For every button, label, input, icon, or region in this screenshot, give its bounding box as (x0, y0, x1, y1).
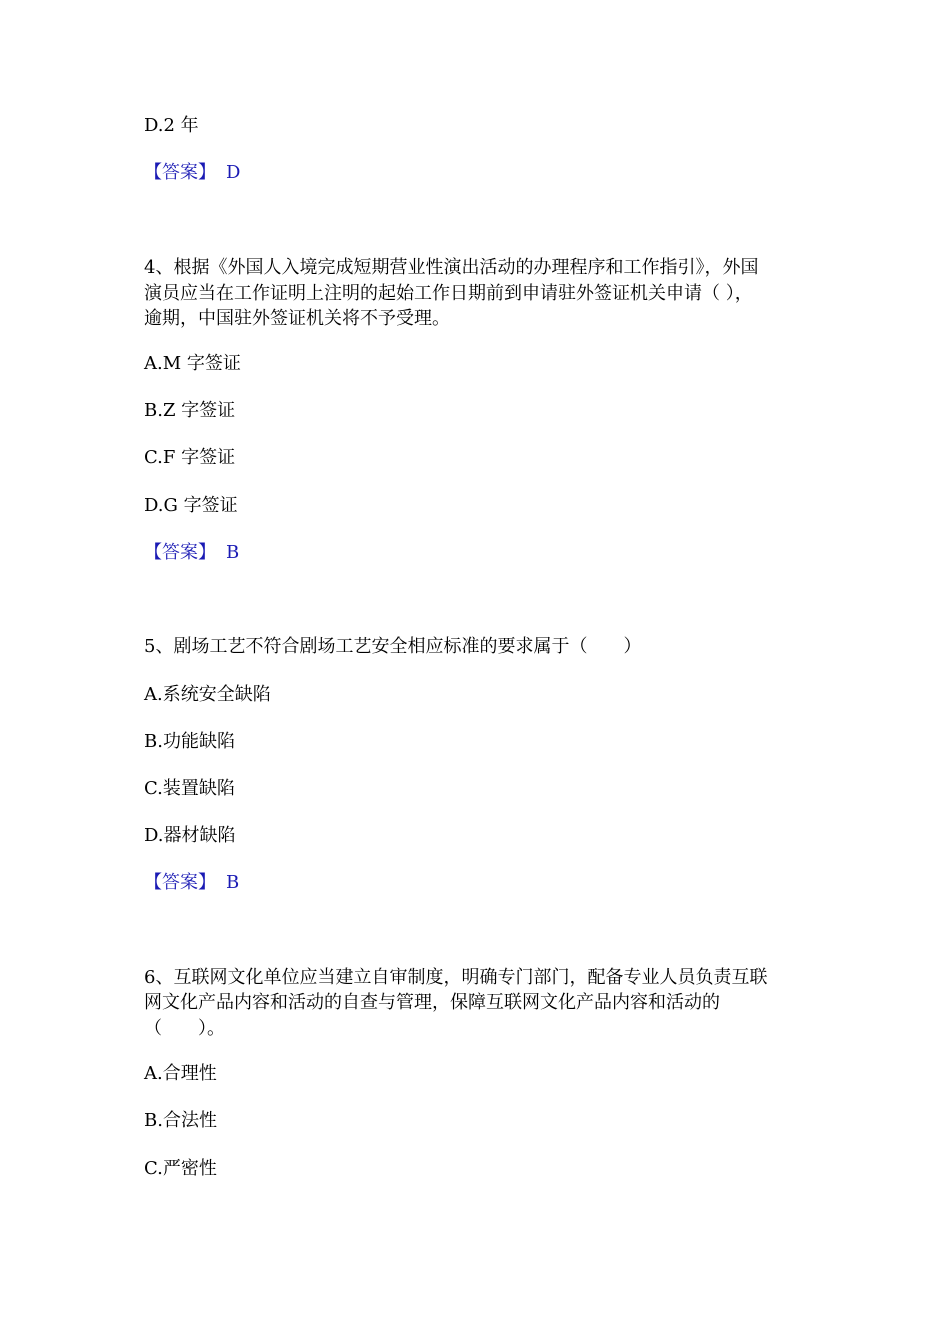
answer-value: B (226, 872, 240, 893)
q6-option-b: B.合法性 (144, 1110, 217, 1131)
answer-tag: 【答案】 (144, 542, 216, 563)
q6-option-a: A.合理性 (144, 1063, 217, 1084)
prev-answer (144, 161, 240, 185)
q4-option-a: A.M 字签证 (144, 353, 241, 374)
answer-tag: 【答案】 (144, 162, 216, 183)
q4-answer (144, 541, 239, 565)
answer-value: D (226, 162, 241, 183)
q4-option-c: C.F 字签证 (144, 447, 236, 468)
prev-option-d: D.2 年 (144, 115, 199, 136)
q6-stem-line-1: 6、互联网文化单位应当建立自审制度，明确专门部门，配备专业人员负责互联 (144, 967, 768, 988)
q5-option-a: A.系统安全缺陷 (144, 684, 271, 705)
answer-tag: 【答案】 (144, 872, 216, 893)
q5-stem-line-1: 5、剧场工艺不符合剧场工艺安全相应标准的要求属于（ ） (144, 636, 642, 657)
q5-option-d: D.器材缺陷 (144, 825, 236, 846)
q4-stem-line-2: 演员应当在工作证明上注明的起始工作日期前到申请驻外签证机关申请（ ）， (144, 283, 753, 304)
q6-option-c: C.严密性 (144, 1158, 217, 1179)
q5-answer (144, 871, 239, 895)
answer-value: B (226, 542, 240, 563)
q6-stem-line-2: 网文化产品内容和活动的自查与管理，保障互联网文化产品内容和活动的 (144, 992, 720, 1013)
q4-option-d: D.G 字签证 (144, 495, 238, 516)
q6-stem-line-3: （ ）。 (144, 1018, 225, 1039)
q5-option-c: C.装置缺陷 (144, 778, 235, 799)
q4-option-b: B.Z 字签证 (144, 400, 236, 421)
q4-stem-line-3: 逾期，中国驻外签证机关将不予受理。 (144, 308, 450, 329)
q4-stem-line-1: 4、根据《外国人入境完成短期营业性演出活动的办理程序和工作指引》，外国 (144, 257, 759, 278)
q5-option-b: B.功能缺陷 (144, 731, 235, 752)
